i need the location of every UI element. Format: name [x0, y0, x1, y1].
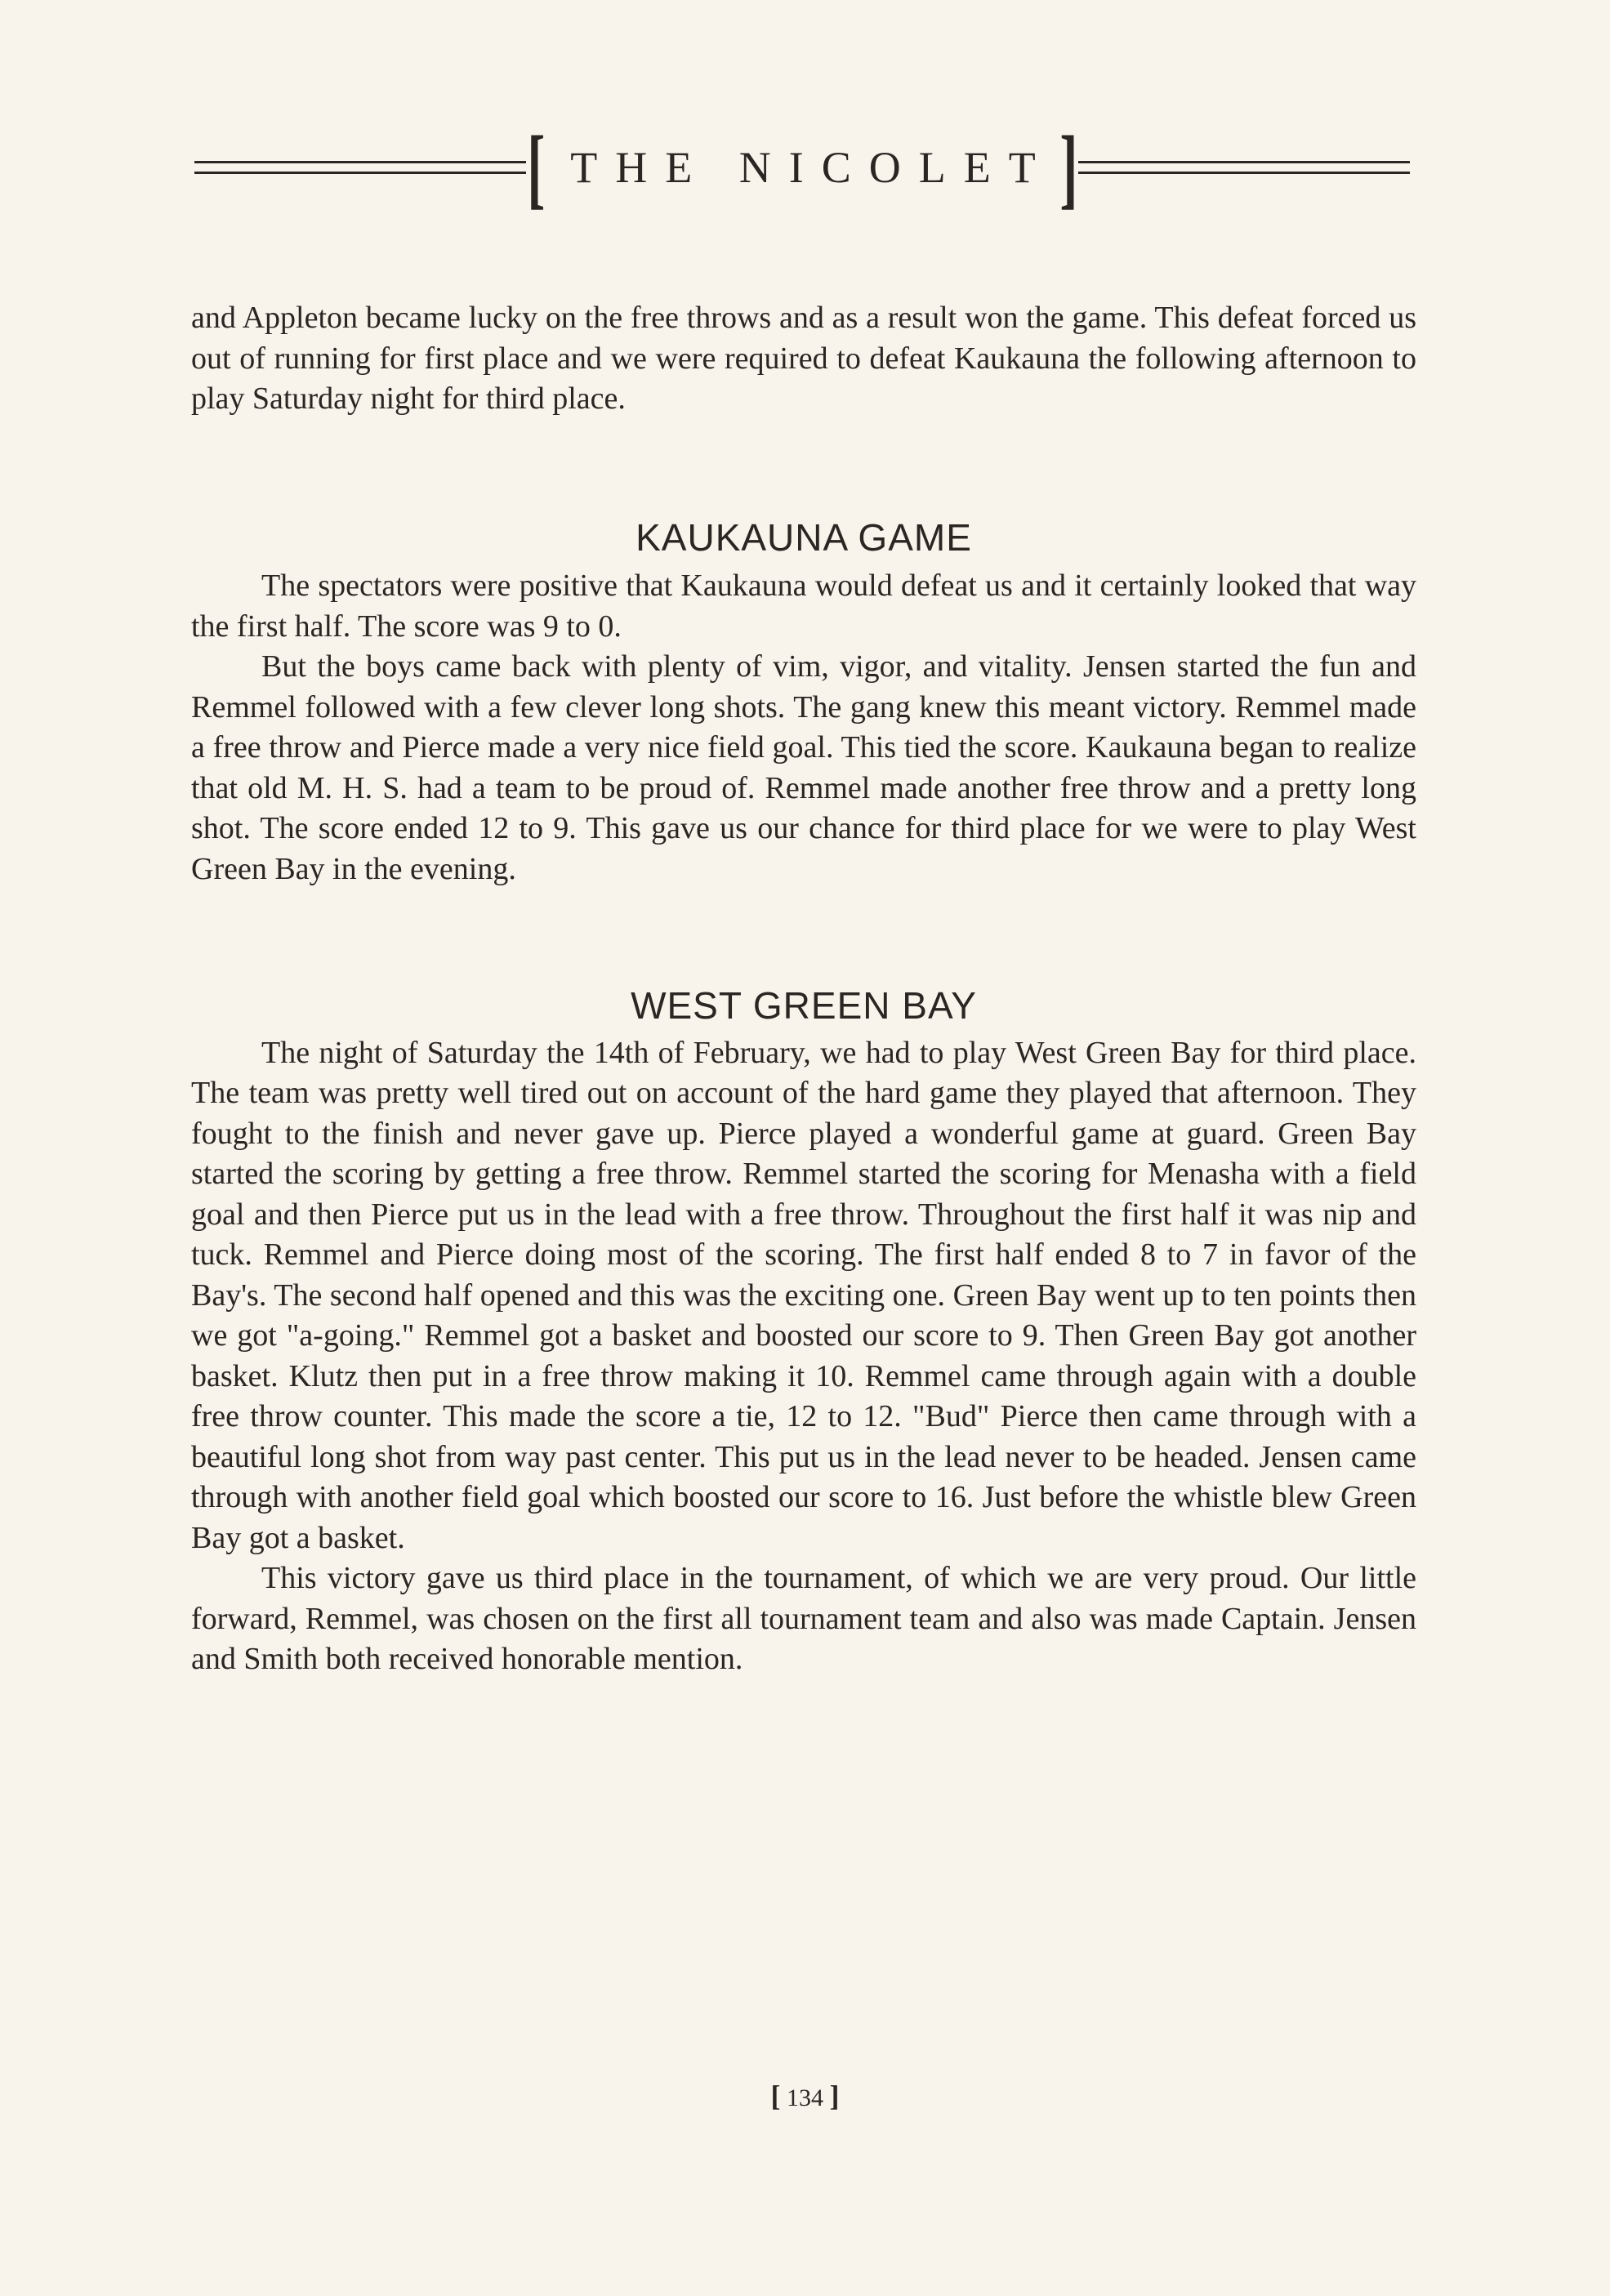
west-green-bay-heading: WEST GREEN BAY [631, 984, 977, 1027]
page-header [194, 118, 1410, 217]
header-right-bracket: ] [1059, 118, 1078, 217]
page-number-value: 134 [787, 2084, 823, 2111]
kaukauna-heading: KAUKAUNA GAME [636, 515, 972, 559]
intro-paragraph: and Appleton became lucky on the free throws and as a result won the game. This defeat forced us out of running for first place and we were required to defeat Kaukauna the following afternoon to play Saturday night for third place. [191, 301, 1416, 416]
kaukauna-paragraph-1: The spectators were positive that Kaukauna would defeat us and it certainly looked that way the first half. The score was 9 to 0. [191, 568, 1416, 644]
header-rule-right [1078, 161, 1410, 174]
kaukauna-paragraph-2: But the boys came back with plenty of vim, vigor, and vitality. Jensen started the fun and Remmel followed with a few clever long shots. The gang knew this meant victory. Remmel made a free throw and Pierce made a very nice field goal. This tied the score. Kaukauna began to realize that old M. H. S. had a team to be proud of. Remmel made another free throw and a pretty long shot. The score ended 12 to 9. This gave us our chance for third place for we were to play West Green Bay in the evening. [191, 649, 1416, 886]
page-number-left-bracket: [ [770, 2080, 781, 2112]
west-green-bay-paragraph-1: The night of Saturday the 14th of February, we had to play West Green Bay for third place. The team was pretty well tired out on account of the hard game they played that afternoon. They fought to the finish and never gave up. Pierce played a wonderful game at guard. Green Bay started the scoring by getting a free throw. Remmel started the scoring for Menasha with a field goal and then Pierce put us in the lead with a free throw. Throughout the first half it was nip and tuck. Remmel and Pierce doing most of the scoring. The first half ended 8 to 7 in favor of the Bay's. The second half opened and this was the exciting one. Green Bay went up to ten points then we got "a-going." Remmel got a basket and boosted our score to 9. Then Green Bay got another basket. Klutz then put in a free throw making it 10. Remmel came through again with a double free throw counter. This made the score a tie, 12 to 12. "Bud" Pierce then came through with a beautiful long shot from way past center. This put us in the lead never to be headed. Jensen came through with another field goal which boosted our score to 16. Just before the whistle blew Green Bay got a basket. [191, 1035, 1416, 1555]
page-number-right-bracket: ] [829, 2080, 840, 2112]
header-rule-left [194, 161, 526, 174]
article-body [191, 298, 1416, 1680]
running-title: THE NICOLET [570, 143, 1054, 192]
page-number [0, 2079, 1610, 2113]
header-left-bracket: [ [526, 118, 545, 217]
west-green-bay-paragraph-2: This victory gave us third place in the tournament, of which we are very proud. Our little forward, Remmel, was chosen on the first all tournament team and also was made Captain. Jensen and Smith both received honorable mention. [191, 1561, 1416, 1676]
